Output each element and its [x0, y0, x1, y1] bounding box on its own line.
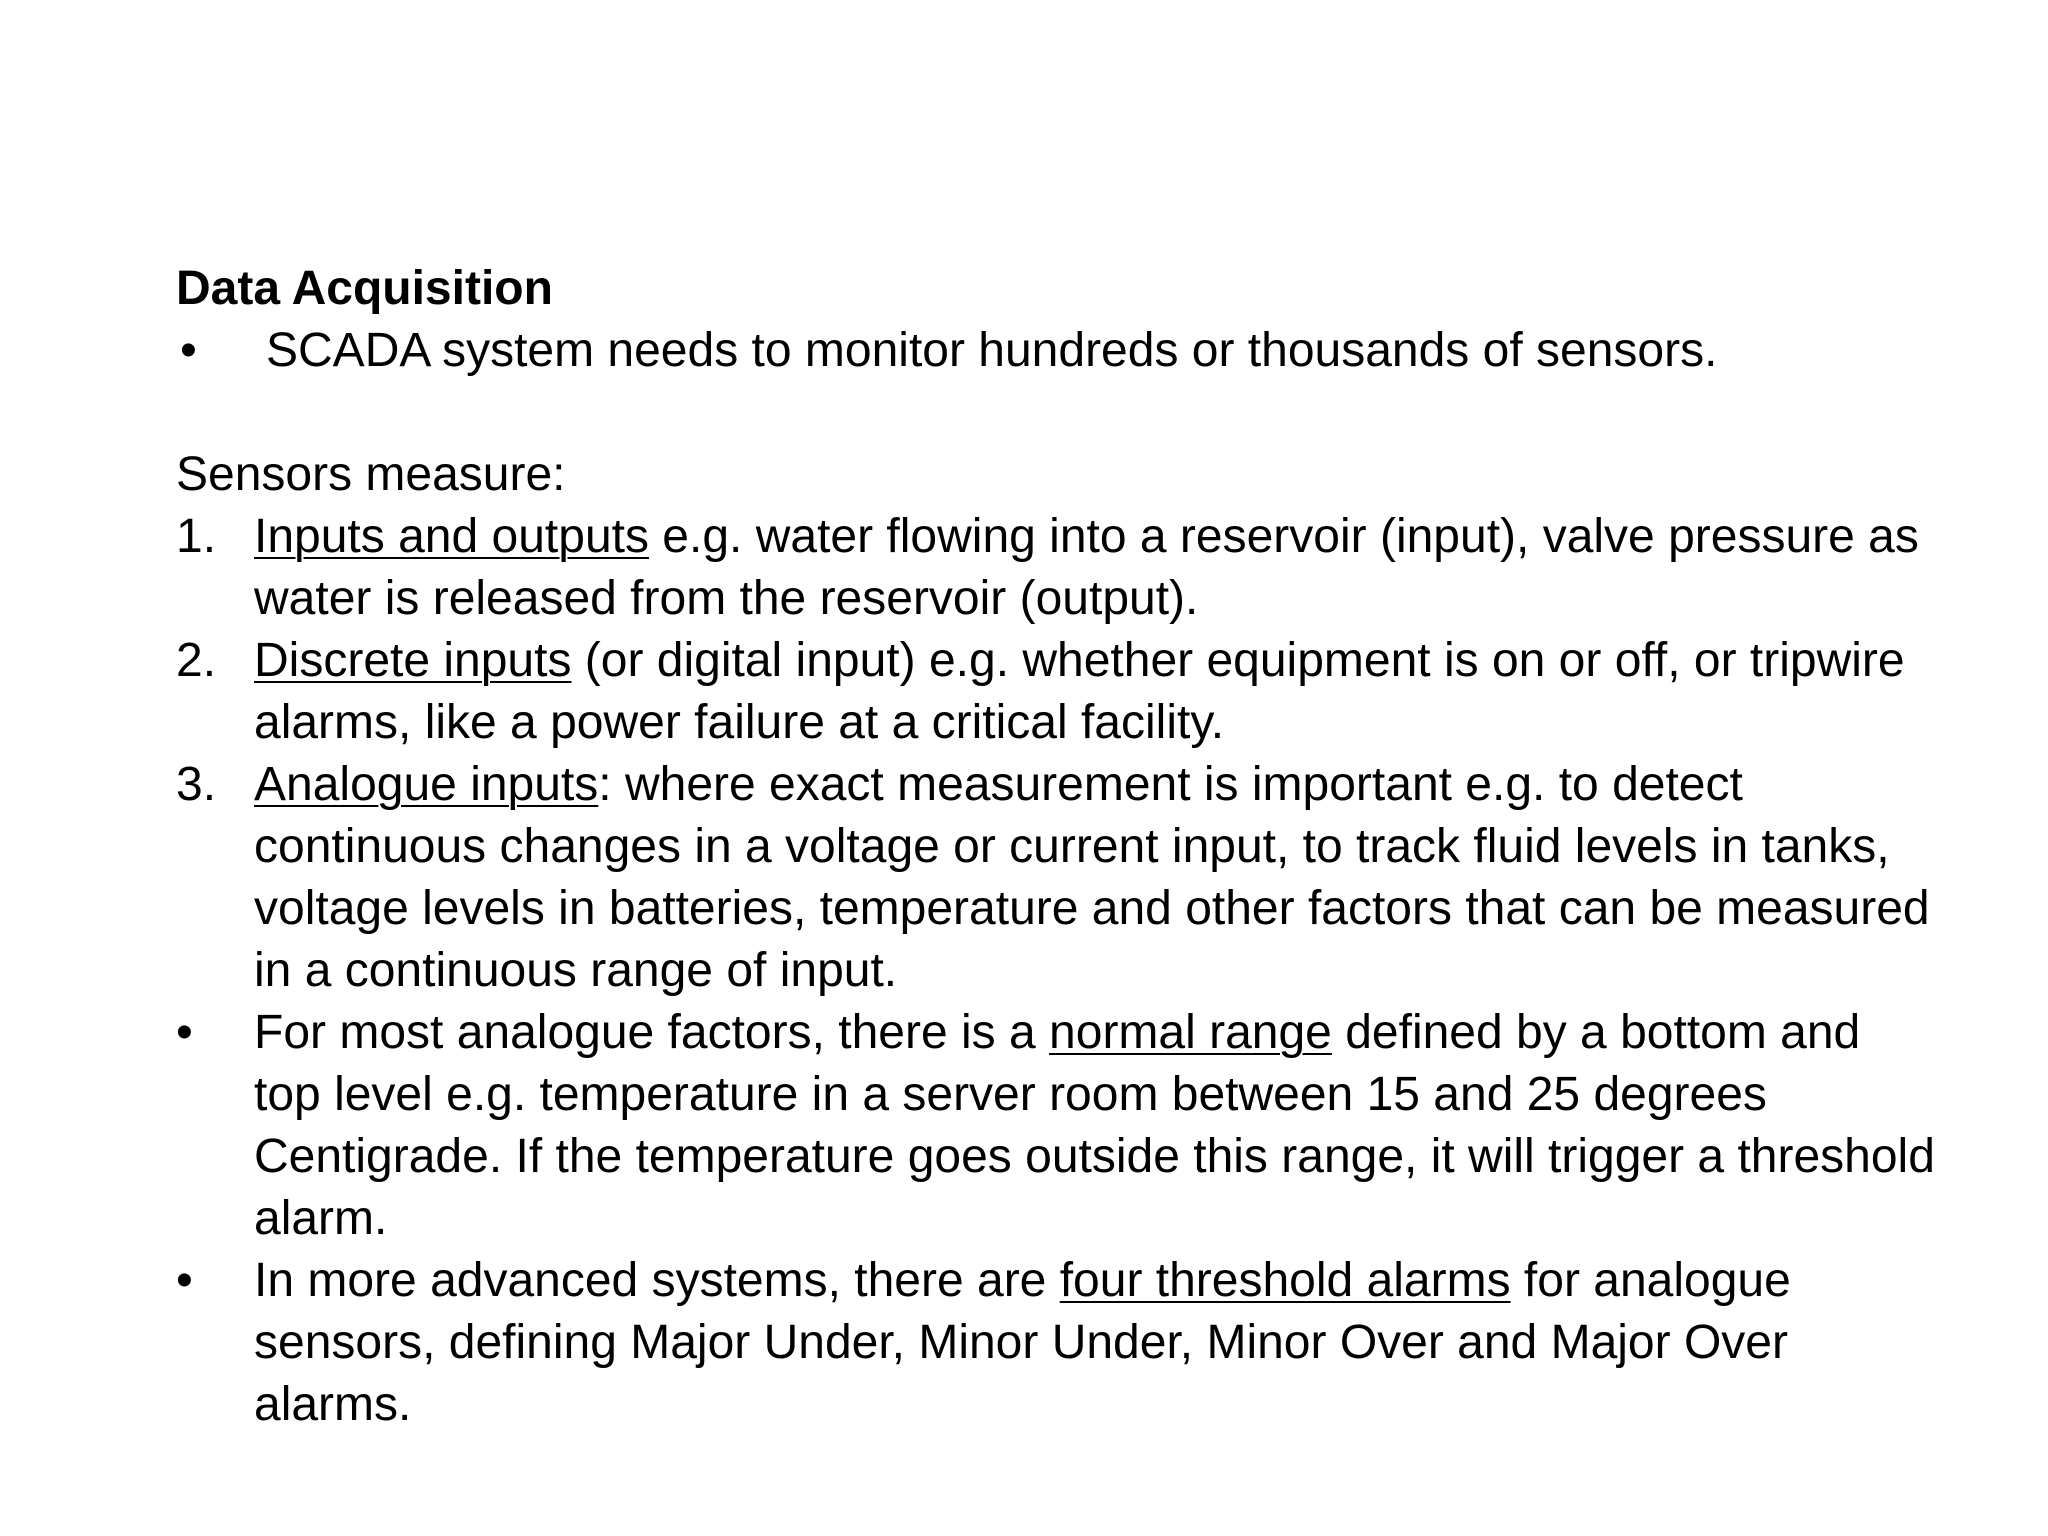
underlined-term: Analogue inputs: [254, 758, 599, 811]
sensors-heading: Sensors measure:: [176, 448, 566, 501]
item-number: 3.: [176, 758, 217, 811]
bullet-marker: •: [176, 1006, 193, 1059]
bullet-text-before: In more advanced systems, there are: [254, 1254, 1060, 1307]
numbered-item-1: [176, 506, 1936, 630]
underlined-term: Inputs and outputs: [254, 510, 649, 563]
underlined-term: normal range: [1049, 1006, 1332, 1059]
bullet-normal-range: [176, 1002, 1936, 1250]
slide-title: Data Acquisition: [176, 262, 553, 315]
bullet-text: [254, 1006, 1935, 1245]
item-description: : where exact measurement is important e.g. to detect continuous changes in a voltage or current input, to track fluid levels in tanks, voltage levels in batteries, temperature and other factors that can be measured in a continuous range of input.: [254, 758, 1930, 997]
underlined-term: Discrete inputs: [254, 634, 572, 687]
item-number: 1.: [176, 510, 217, 563]
bullet-text: [254, 1254, 1791, 1431]
slide-content: [176, 258, 1936, 1436]
bullet-text-after: defined by a bottom and top level e.g. temperature in a server room between 15 and 25 degrees Centigrade. If the temperature goes outside this range, it will trigger a threshold alarm.: [254, 1006, 1935, 1245]
item-description: (or digital input) e.g. whether equipment is on or off, or tripwire alarms, like a power failure at a critical facility.: [254, 634, 1905, 749]
numbered-item-3: [176, 754, 1936, 1002]
blank-line: [176, 382, 1936, 444]
bullet-marker: •: [176, 1254, 193, 1307]
intro-bullet-text: SCADA system needs to monitor hundreds or thousands of sensors.: [266, 324, 1718, 377]
bullet-text-before: For most analogue factors, there is a: [254, 1006, 1050, 1059]
item-number: 2.: [176, 634, 217, 687]
numbered-item-text: [254, 510, 1919, 625]
numbered-item-2: [176, 630, 1936, 754]
intro-bullet: [176, 320, 1936, 382]
item-description: e.g. water flowing into a reservoir (input), valve pressure as water is released from the reservoir (output).: [254, 510, 1919, 625]
numbered-item-text: [254, 634, 1905, 749]
underlined-term: four threshold alarms: [1059, 1254, 1511, 1307]
bullet-text-after: for analogue sensors, defining Major Under, Minor Under, Minor Over and Major Over alarms.: [254, 1254, 1791, 1431]
bullet-threshold-alarms: [176, 1250, 1936, 1436]
numbered-item-text: [254, 758, 1930, 997]
bullet-marker: •: [180, 324, 197, 377]
